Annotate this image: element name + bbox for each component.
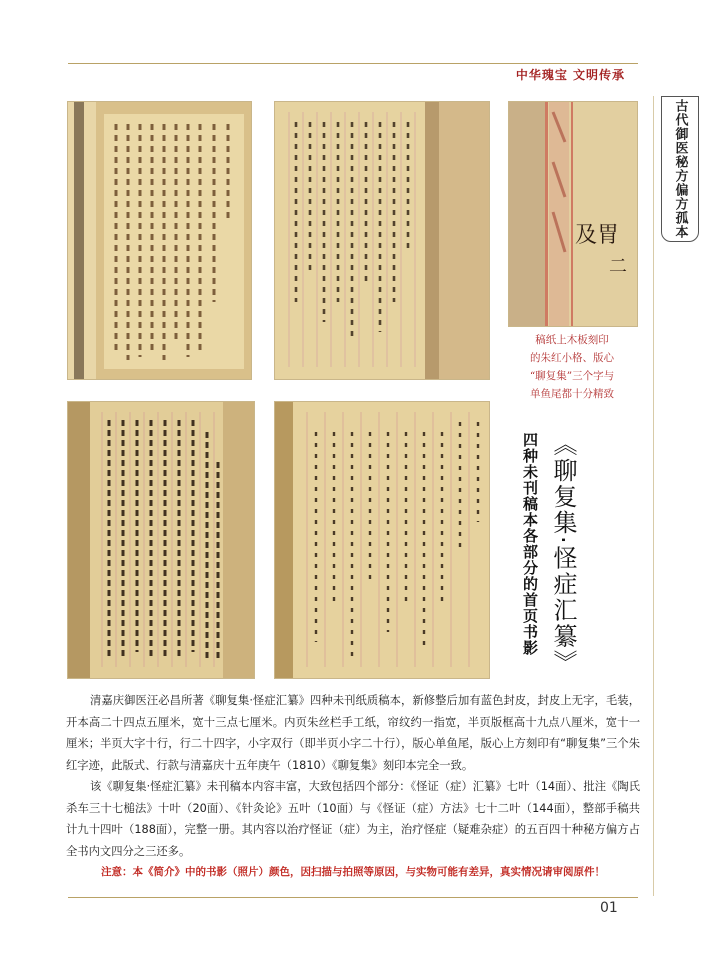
photo-bottom-middle — [274, 401, 490, 679]
page-number: 01 — [600, 900, 618, 916]
side-tab: 古代御医秘方偏方孤本 — [661, 96, 699, 242]
caption-line: 稿纸上木板刻印 — [535, 334, 609, 346]
manuscript-image — [275, 402, 489, 678]
manuscript-image — [68, 402, 254, 678]
photo-top-right — [508, 101, 638, 327]
manuscript-image — [68, 102, 251, 379]
caption-line: 的朱红小格、版心 — [530, 352, 614, 364]
caption-line: “聊复集”三个字与 — [529, 370, 615, 382]
paragraph: 清嘉庆御医汪必昌所著《聊复集·怪症汇纂》四种未刊纸质稿本，新修整后加有蓝色封皮，封皮上无字，毛装，开本高二十四点五厘米，宽十三点七厘米。内页朱丝栏手工纸，帘纹约一指宽，半页版框高十九点八厘米，宽十一厘米；半页大字十行，行二十四字，小字双行（即半页小字二十行），版心单鱼尾，版心上方刻印有“聊复集”三个朱红字迹，此版式、行款与清嘉庆十五年庚午（1810）《聊复集》刻印本完全一致。 — [66, 694, 640, 772]
color-disclaimer-note: 注意：本《简介》中的书影（照片）颜色，因扫描与拍照等原因，与实物可能有差异，真实情况请审阅原件！ — [101, 866, 605, 878]
vertical-subtitle: 四种未刊稿本各部分的首页书影 — [521, 432, 539, 656]
margin-text-er: 二 — [609, 256, 627, 277]
footer-rule — [68, 897, 638, 898]
manuscript-image — [275, 102, 489, 379]
margin-closeup-image — [509, 102, 637, 326]
photo-top-left — [67, 101, 252, 380]
photo-bottom-left — [67, 401, 255, 679]
margin-text-jifan: 及胃 — [575, 223, 620, 248]
header-rule — [68, 63, 638, 64]
paragraph: 该《聊复集·怪症汇纂》未刊稿本内容丰富，大致包括四个部分：《怪证（症）汇纂》七叶（14面）、批注《陶氏杀车三十七槌法》十叶（20面）、《针灸论》五叶（10面）与《怪证（症）方法》七十二叶（144面），整部手稿共计九十四叶（188面），完整一册。其内容以治疗怪证（症）为主，治疗怪症（疑难杂症）的五百四十种秘方偏方占全书内文四分之三还多。 — [66, 780, 640, 858]
vertical-book-title: 《聊复集·怪症汇纂》 — [549, 432, 577, 676]
side-rule — [653, 96, 654, 896]
caption-line: 单鱼尾都十分精致 — [530, 388, 614, 400]
photo-top-middle — [274, 101, 490, 380]
photo-caption — [508, 331, 636, 403]
body-text — [66, 690, 640, 862]
series-title: 中华瑰宝 文明传承 — [515, 68, 625, 82]
